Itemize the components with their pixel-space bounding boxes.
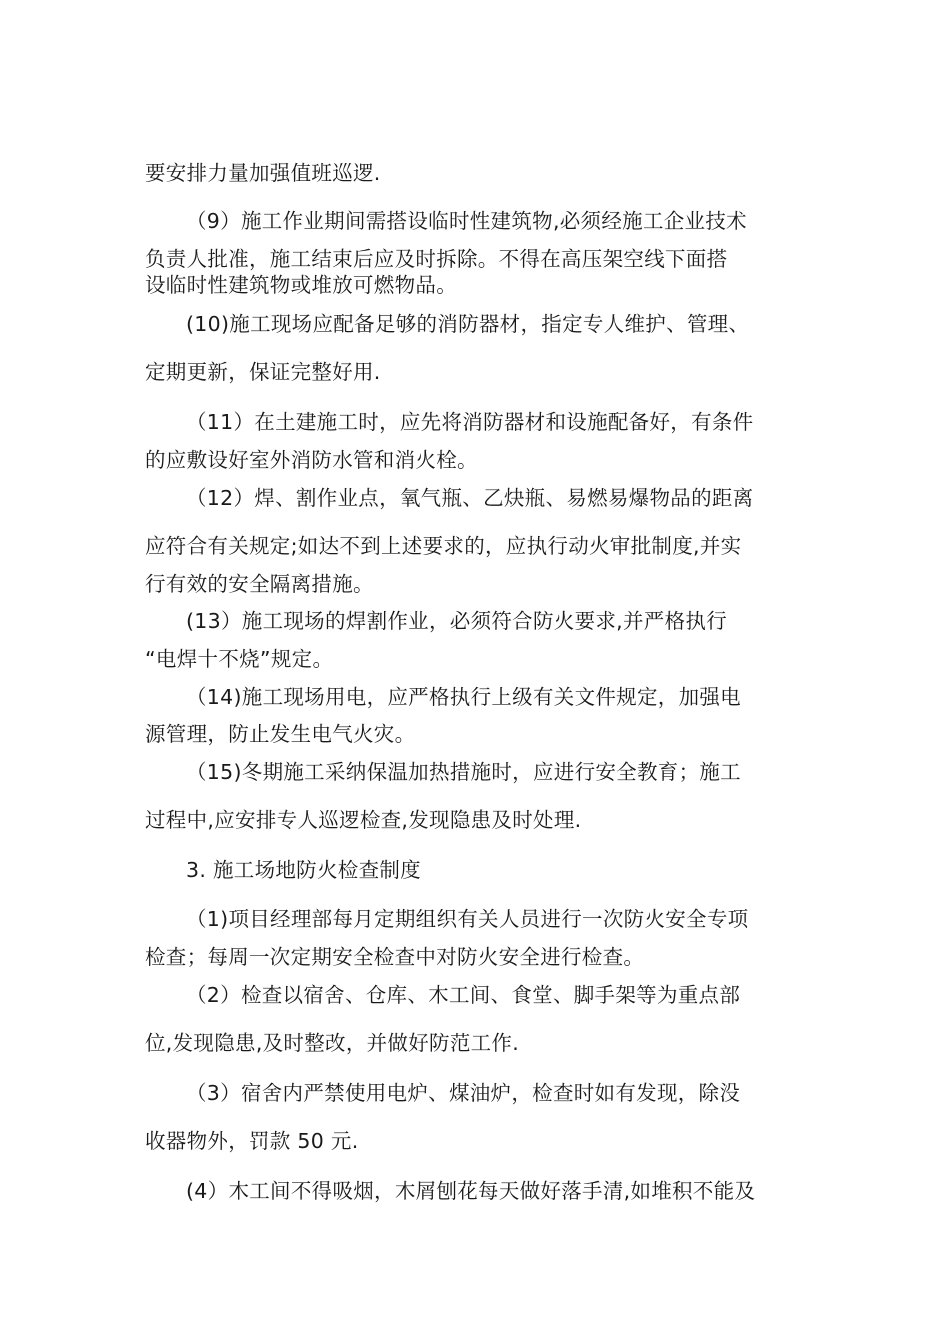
text-line: “电焊十不烧”规定。 (145, 647, 334, 671)
text-line: 定期更新，保证完整好用. (145, 360, 381, 384)
text-line: （11）在土建施工时，应先将消防器材和设施配备好，有条件 (186, 410, 754, 434)
text-line: （3）宿舍内严禁使用电炉、煤油炉，检查时如有发现，除没 (186, 1081, 741, 1105)
text-line: （15)冬期施工采纳保温加热措施时，应进行安全教育；施工 (186, 760, 741, 784)
text-line: （9）施工作业期间需搭设临时性建筑物,必须经施工企业技术 (186, 209, 747, 233)
text-line: （12）焊、割作业点，氧气瓶、乙炔瓶、易燃易爆物品的距离 (186, 486, 754, 510)
text-line: (4）木工间不得吸烟，木屑刨花每天做好落手清,如堆积不能及 (186, 1179, 756, 1203)
text-line: 源管理，防止发生电气火灾。 (145, 722, 416, 746)
text-line: 负责人批准，施工结束后应及时拆除。不得在高压架空线下面搭 (145, 247, 728, 271)
text-line: 行有效的安全隔离措施。 (145, 572, 374, 596)
text-line: 设临时性建筑物或堆放可燃物品。 (145, 273, 457, 297)
text-line: 应符合有关规定;如达不到上述要求的，应执行动火审批制度,并实 (145, 534, 742, 558)
text-line: 检查；每周一次定期安全检查中对防火安全进行检查。 (145, 945, 645, 969)
text-line: （14)施工现场用电，应严格执行上级有关文件规定，加强电 (186, 685, 741, 709)
text-line: （1)项目经理部每月定期组织有关人员进行一次防火安全专项 (186, 907, 749, 931)
text-line: 位,发现隐患,及时整改，并做好防范工作. (145, 1031, 520, 1055)
text-line: 的应敷设好室外消防水管和消火栓。 (145, 448, 478, 472)
text-line: （2）检查以宿舍、仓库、木工间、食堂、脚手架等为重点部 (186, 983, 741, 1007)
text-line: 过程中,应安排专人巡逻检查,发现隐患及时处理. (145, 808, 582, 832)
text-line: 收器物外，罚款 50 元. (145, 1129, 359, 1153)
text-line: 要安排力量加强值班巡逻. (145, 161, 381, 185)
text-line: (10)施工现场应配备足够的消防器材，指定专人维护、管理、 (186, 312, 750, 336)
text-line: (13）施工现场的焊割作业，必须符合防火要求,并严格执行 (186, 609, 727, 633)
section-heading: 3. 施工场地防火检查制度 (186, 858, 421, 882)
